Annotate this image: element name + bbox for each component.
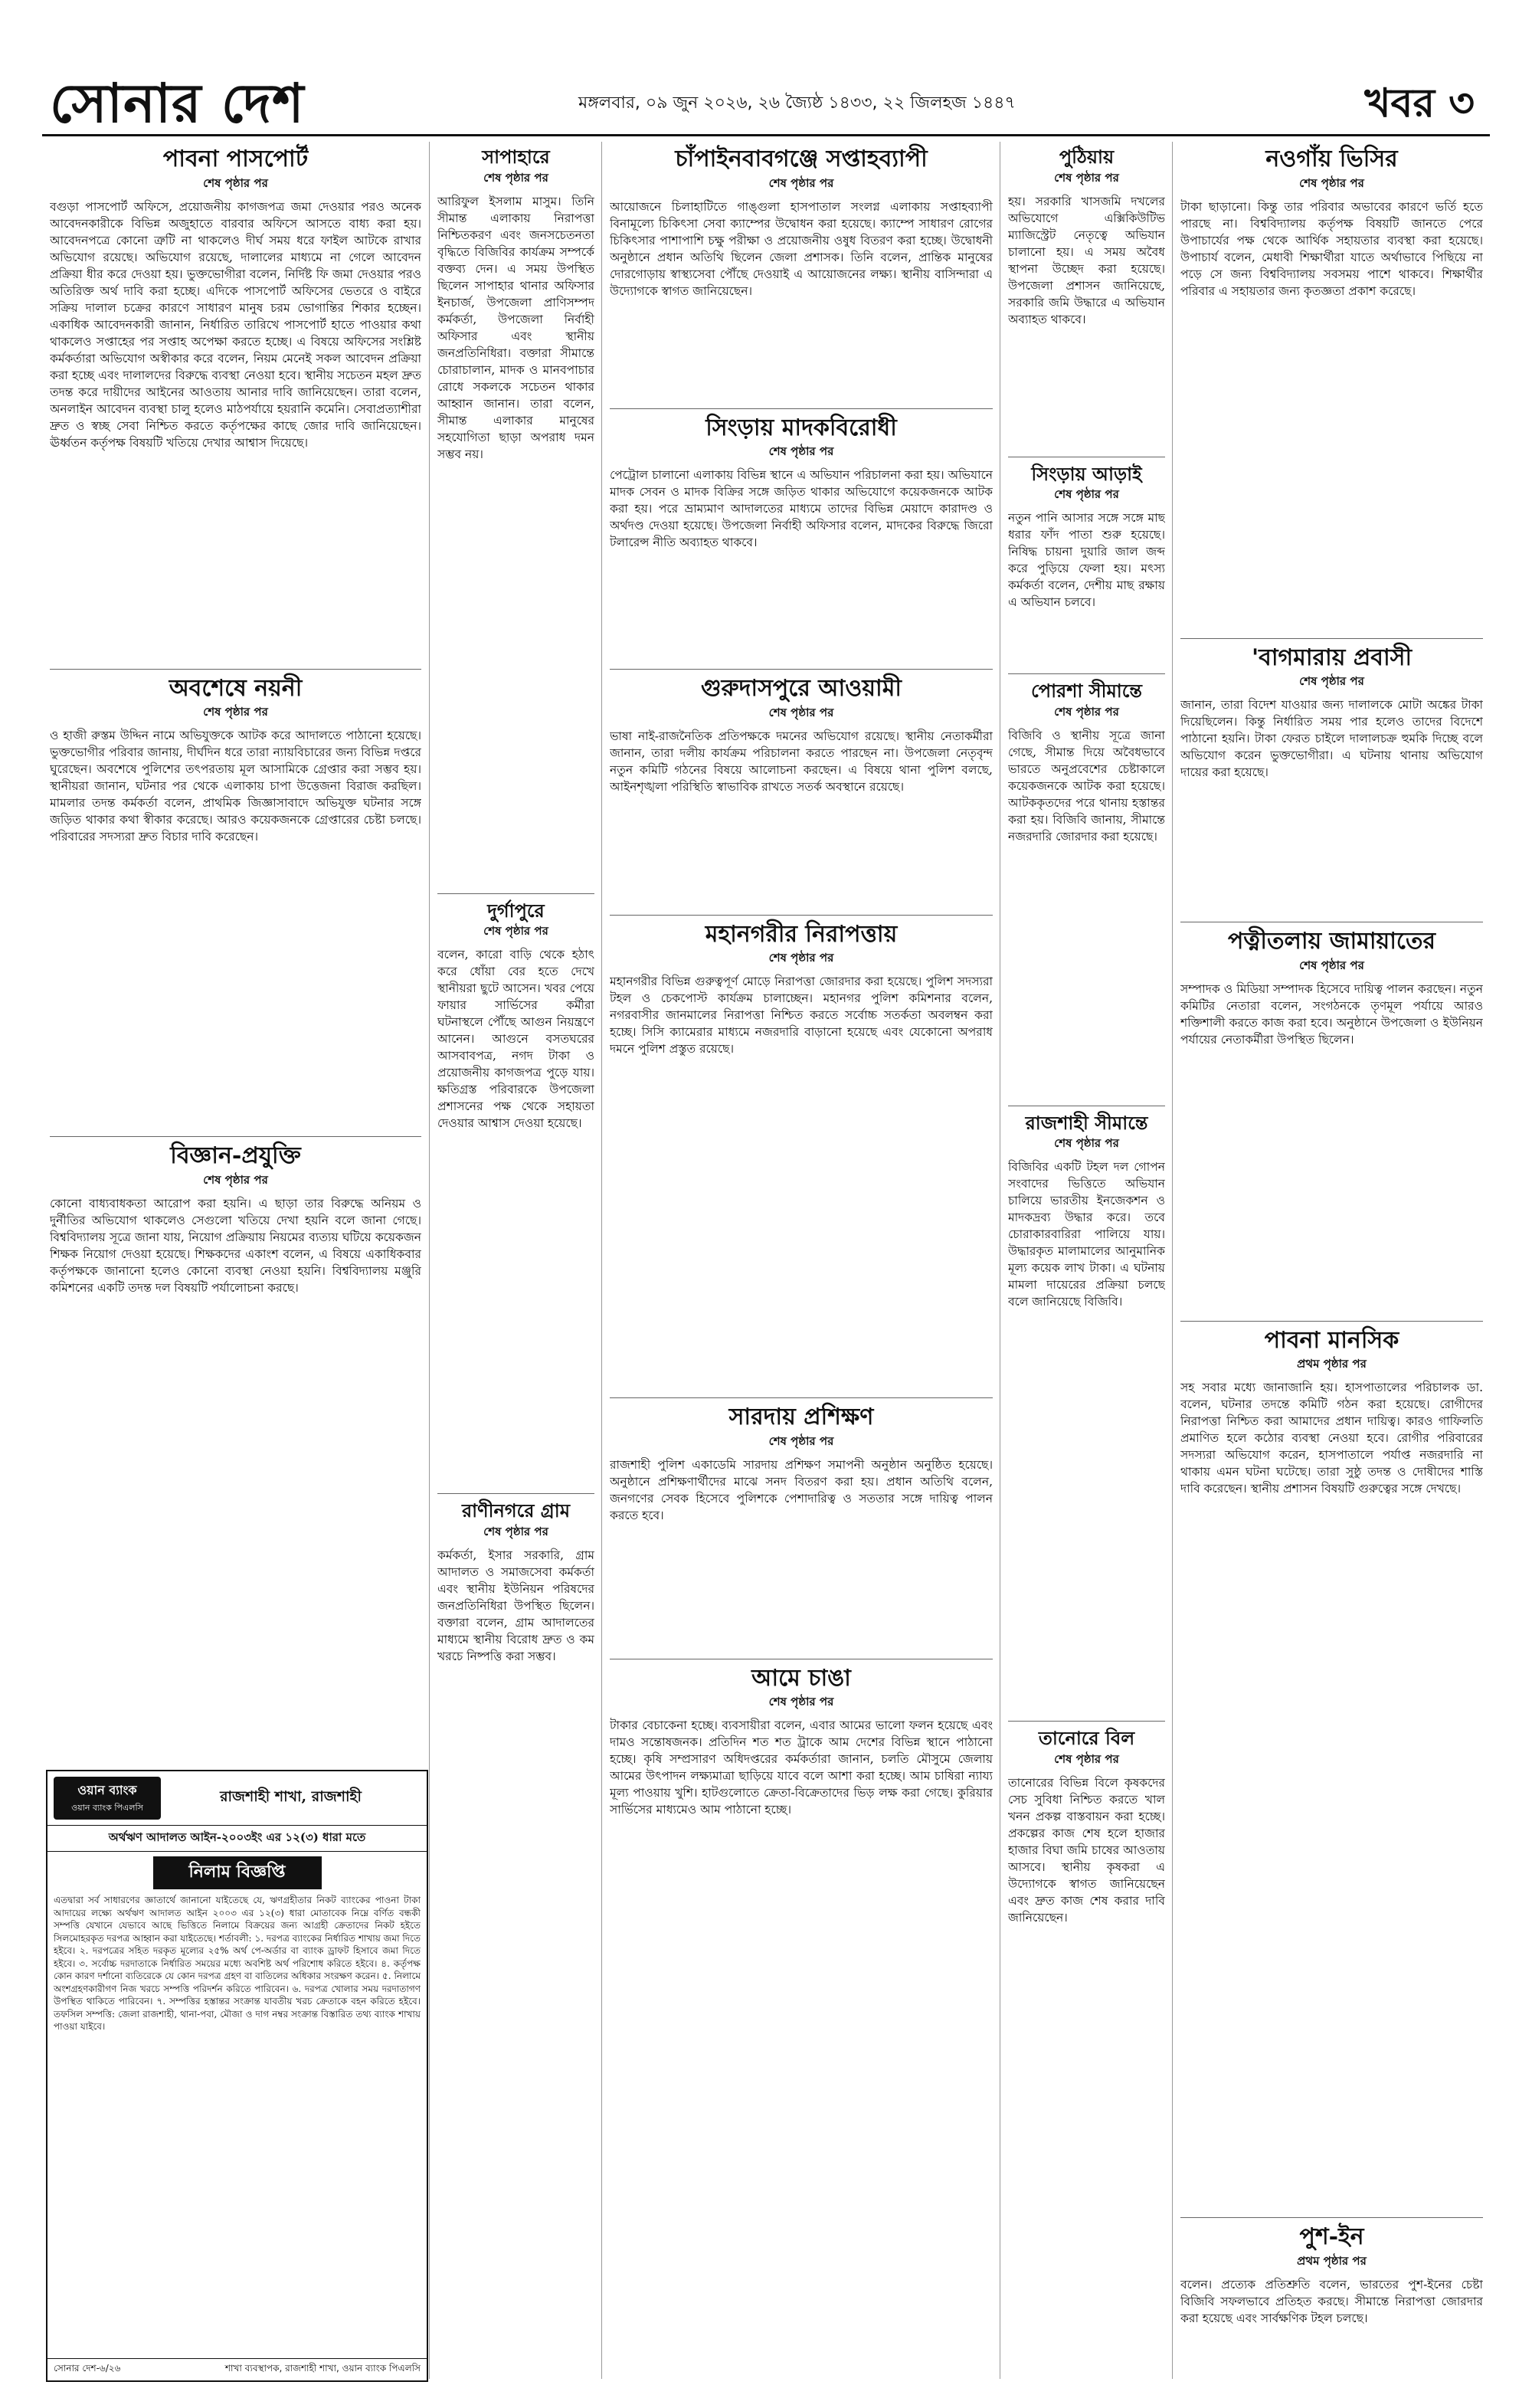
article-body: বিজিবি ও স্থানীয় সূত্রে জানা গেছে, সীমান্ত দিয়ে অবৈধভাবে ভারতে অনুপ্রবেশের চেষ্টাকালে কয়েকজনকে আটক করা হয়েছে। আটককৃতদের পরে থানায় হস্তান্তর করা হয়। বিজিবি জানায়, সীমান্তে নজরদারি জোরদার করা হয়েছে। [1008,728,1165,844]
article-patnitala [1180,929,1483,1310]
article-headline: পুঠিয়ায় [1059,146,1115,168]
jump-label: শেষ পৃষ্ঠার পর [1299,674,1364,688]
article-tanore-bil [1008,1728,1165,2311]
jump-label: শেষ পৃষ্ঠার পর [203,705,268,719]
article-gurudaspur [610,676,993,904]
article-pabna-mental [1180,1328,1483,2207]
jump-label: শেষ পৃষ্ঠার পর [768,951,834,965]
jump-label: শেষ পৃষ্ঠার পর [483,170,548,185]
article-singra-drug [610,415,993,659]
jump-label: শেষ পৃষ্ঠার পর [483,1524,548,1538]
article-headline: চাঁপাইনবাবগঞ্জে সপ্তাহব্যাপী [675,146,928,172]
article-headline: অবশেষে নয়নী [169,674,303,702]
notice-footer-signatory: শাখা ব্যবস্থাপক, রাজশাহী শাখা, ওয়ান ব্যাংক পিএলসি [224,2363,421,2374]
divider [1008,673,1165,674]
page-section-label: খবর ৩ [1364,80,1475,126]
article-headline: পোরশা সীমান্তে [1031,680,1142,703]
divider [50,1136,421,1137]
article-headline: মহানগরীর নিরাপত্তায় [705,920,898,948]
article-sapahar [437,146,594,883]
article-headline: সাপাহারে [482,146,550,168]
article-body: সহ সবার মধ্যে জানাজানি হয়। হাসপাতালের পরিচালক ডা. বলেন, ঘটনার তদন্তে কমিটি গঠন করা হয়েছে। রোগীদের নিরাপত্তা নিশ্চিত করা আমাদের প্রধান দায়িত্ব। কারও গাফিলতি প্রমাণিত হলে কঠোর ব্যবস্থা নেওয়া হবে। রোগীর পরিবারের সদস্যরা অভিযোগ করেন, হাসপাতালে পর্যাপ্ত নজরদারি না থাকায় এমন ঘটনা ঘটেছে। তারা সুষ্ঠু তদন্ত ও দোষীদের শাস্তি দাবি করেছেন। স্থানীয় প্রশাসন বিষয়টি গুরুত্বের সঙ্গে দেখছে। [1180,1381,1483,1496]
column-3 [601,142,1000,2379]
divider [610,1397,993,1398]
jump-label: শেষ পৃষ্ঠার পর [1054,704,1119,719]
article-headline: নওগাঁয় ভিসির [1265,146,1398,172]
article-durgapur [437,900,594,1483]
jump-label: শেষ পৃষ্ঠার পর [768,705,834,719]
divider [50,669,421,670]
article-body: রাজশাহী পুলিশ একাডেমি সারদায় প্রশিক্ষণ সমাপনী অনুষ্ঠান অনুষ্ঠিত হয়েছে। অনুষ্ঠানে প্রশিক্ষণার্থীদের মাঝে সনদ বিতরণ করা হয়। প্রধান অতিথি বলেন, জনগণের সেবক হিসেবে পুলিশকে পেশাদারিত্ব ও সততার সঙ্গে দায়িত্ব পালন করতে হবে। [610,1457,993,1522]
jump-label: শেষ পৃষ্ঠার পর [1299,958,1364,972]
article-rajshahi-border [1008,1112,1165,1711]
article-mango [610,1666,993,2315]
auction-notice-ad [46,1770,428,2382]
article-body: বলেন, কারো বাড়ি থেকে হঠাৎ করে ধোঁয়া বের হতে দেখে স্থানীয়রা ছুটে আসেন। খবর পেয়ে ফায়ার সার্ভিসের কর্মীরা ঘটনাস্থলে পৌঁছে আগুন নিয়ন্ত্রণে আনেন। আগুনে বসতঘরের আসবাবপত্র, নগদ টাকা ও প্রয়োজনীয় কাগজপত্র পুড়ে যায়। ক্ষতিগ্রস্ত পরিবারকে উপজেলা প্রশাসনের পক্ষ থেকে সহায়তা দেওয়ার আশ্বাস দেওয়া হয়েছে। [437,948,594,1131]
column-5 [1172,142,1491,2379]
article-body: ভাষা নাই-রাজনৈতিক প্রতিপক্ষকে দমনের অভিযোগ রয়েছে। স্থানীয় নেতাকর্মীরা জানান, তারা দলীয় কার্যক্রম পরিচালনা করতে পারছেন না। উপজেলা নেতৃবৃন্দ নতুন কমিটি গঠনের বিষয়ে আলোচনা করছেন। এ বিষয়ে থানা পুলিশ বলছে, আইনশৃঙ্খলা পরিস্থিতি স্বাভাবিক রাখতে সতর্ক অবস্থানে রয়েছে। [610,729,993,794]
divider [610,669,993,670]
article-naogaon-vc [1180,146,1483,627]
dateline: মঙ্গলবার, ০৯ জুন ২০২৬, ২৬ জ্যৈষ্ঠ ১৪৩৩, ২২ জিলহজ ১৪৪৭ [578,93,1016,113]
article-science-tech [50,1143,421,1532]
article-headline: রাণীনগরে গ্রাম [461,1499,571,1522]
divider [610,408,993,409]
bank-name: ওয়ান ব্যাংক [77,1783,137,1797]
article-headline: তানোরে বিল [1038,1727,1135,1750]
divider [1180,2217,1483,2218]
article-headline: পাবনা মানসিক [1264,1326,1399,1354]
jump-label: শেষ পৃষ্ঠার পর [768,175,834,190]
bank-logo [54,1777,161,1820]
jump-label: শেষ পৃষ্ঠার পর [1054,1751,1119,1766]
article-body: নতুন পানি আসার সঙ্গে সঙ্গে মাছ ধরার ফাঁদ পাতা শুরু হয়েছে। নিষিদ্ধ চায়না দুয়ারি জাল জব্দ করে পুড়িয়ে ফেলা হয়। মৎস্য কর্মকর্তা বলেন, দেশীয় মাছ রক্ষায় এ অভিযান চলবে। [1008,511,1165,610]
jump-label: শেষ পৃষ্ঠার পর [1054,170,1119,185]
article-body: তানোরের বিভিন্ন বিলে কৃষকদের সেচ সুবিধা নিশ্চিত করতে খাল খনন প্রকল্প বাস্তবায়ন করা হচ্ছে। প্রকল্পের কাজ শেষ হলে হাজার হাজার বিঘা জমি চাষের আওতায় আসবে। স্থানীয় কৃষকরা এ উদ্যোগকে স্বাগত জানিয়েছেন এবং দ্রুত কাজ শেষ করার দাবি জানিয়েছেন। [1008,1775,1165,1925]
article-body: কোনো বাধ্যবাধকতা আরোপ করা হয়নি। এ ছাড়া তার বিরুদ্ধে অনিয়ম ও দুর্নীতির অভিযোগ থাকলেও সেগুলো খতিয়ে দেখা হয়নি বলে জানা গেছে। বিশ্ববিদ্যালয় সূত্রে জানা যায়, নিয়োগ প্রক্রিয়ায় নিয়মের ব্যত্যয় ঘটিয়ে কয়েকজন শিক্ষক নিয়োগ দেওয়া হয়েছে। শিক্ষকদের একাংশ বলেন, এ বিষয়ে একাধিকবার কর্তৃপক্ষকে জানানো হলেও কোনো ব্যবস্থা নেওয়া হয়নি। বিশ্ববিদ্যালয় মঞ্জুরি কমিশনের একটি তদন্ত দল বিষয়টি পর্যালোচনা করছে। [50,1196,421,1295]
article-body: ও হাজী রুস্তম উদ্দিন নামে অভিযুক্তকে আটক করে আদালতে পাঠানো হয়েছে। ভুক্তভোগীর পরিবার জানায়, দীর্ঘদিন ধরে তারা ন্যায়বিচারের জন্য বিভিন্ন দপ্তরে ঘুরেছেন। অবশেষে পুলিশের তৎপরতায় মূল আসামিকে গ্রেপ্তার করা সম্ভব হয়। স্থানীয়রা জানান, ঘটনার পর থেকে এলাকায় চাপা উত্তেজনা বিরাজ করছিল। মামলার তদন্ত কর্মকর্তা বলেন, প্রাথমিক জিজ্ঞাসাবাদে অভিযুক্ত ঘটনার সঙ্গে জড়িত থাকার কথা স্বীকার করেছে। আরও কয়েকজনকে গ্রেপ্তারের চেষ্টা চলছে। পরিবারের সদস্যরা দ্রুত বিচার দাবি করেছেন। [50,729,421,844]
divider [1180,638,1483,639]
article-body: সম্পাদক ও মিডিয়া সম্পাদক হিসেবে দায়িত্ব পালন করছেন। নতুন কমিটির নেতারা বলেন, সংগঠনকে তৃণমূল পর্যায়ে আরও শক্তিশালী করতে কাজ করা হবে। অনুষ্ঠানে উপজেলা ও ইউনিয়ন পর্যায়ের নেতাকর্মীরা উপস্থিত ছিলেন। [1180,981,1483,1047]
article-sarda-training [610,1404,993,1648]
article-headline: রাজশাহী সীমান্তে [1025,1111,1148,1134]
jump-label: শেষ পৃষ্ঠার পর [768,1433,834,1448]
article-push-in [1180,2224,1483,2379]
notice-header [47,1771,427,1826]
article-body: হয়। সরকারি খাসজমি দখলের অভিযোগে এক্সিকিউটিভ ম্যাজিস্ট্রেট নেতৃত্বে অভিযান চালানো হয়। এ সময় অবৈধ স্থাপনা উচ্ছেদ করা হয়েছে। উপজেলা প্রশাসন জানিয়েছে, সরকারি জমি উদ্ধারে এ অভিযান অব্যাহত থাকবে। [1008,194,1165,326]
article-body: টাকার বেচাকেনা হচ্ছে। ব্যবসায়ীরা বলেন, এবার আমের ভালো ফলন হয়েছে এবং দামও সন্তোষজনক। প্রতিদিন শত শত ট্রাকে আম দেশের বিভিন্ন স্থানে পাঠানো হচ্ছে। কৃষি সম্প্রসারণ অধিদপ্তরের কর্মকর্তারা জানান, চলতি মৌসুমে জেলায় আমের উৎপাদন লক্ষ্যমাত্রা ছাড়িয়ে যাবে বলে আশা করা হচ্ছে। আম চাষিরা ন্যায্য মূল্য পাওয়ায় খুশি। হাটগুলোতে ক্রেতা-বিক্রেতাদের ভিড় লক্ষ করা গেছে। কুরিয়ার সার্ভিসের মাধ্যমেও আম পাঠানো হচ্ছে। [610,1718,993,1817]
jump-label: শেষ পৃষ্ঠার পর [203,175,268,190]
article-headline: সিংড়ায় আড়াই [1031,462,1142,485]
article-body: বগুড়া পাসপোর্ট অফিসে, প্রয়োজনীয় কাগজপত্র জমা দেওয়ার পরও অনেক আবেদনকারীকে বিভিন্ন অজুহাতে বারবার অফিসে আসতে বাধ্য করা হয়। আবেদনপত্রে কোনো ত্রুটি না থাকলেও দীর্ঘ সময় ধরে ফাইল আটকে রাখার অভিযোগ রয়েছে। অভিযোগ রয়েছে, দালালের মাধ্যমে না গেলে আবেদন প্রক্রিয়া ধীর করে দেওয়া হয়। ভুক্তভোগীরা বলেন, নির্দিষ্ট ফি জমা দেওয়ার পরও অতিরিক্ত অর্থ দাবি করা হচ্ছে। এদিকে পাসপোর্ট অফিসের ভেতরে ও বাইরে সক্রিয় দালাল চক্রের কারণে সাধারণ মানুষ চরম ভোগান্তির শিকার হচ্ছেন। একাধিক আবেদনকারী জানান, নির্ধারিত তারিখে পাসপোর্ট হাতে পাওয়ার কথা থাকলেও সপ্তাহের পর সপ্তাহ অপেক্ষা করতে হচ্ছে। এ বিষয়ে অফিসের সংশ্লিষ্ট কর্মকর্তারা অভিযোগ অস্বীকার করে বলেন, নিয়ম মেনেই সকল আবেদন প্রক্রিয়া করা হচ্ছে এবং দালালদের বিরুদ্ধে ব্যবস্থা নেওয়া হবে। স্থানীয় সচেতন মহল দ্রুত তদন্ত করে দায়ীদের আইনের আওতায় আনার দাবি জানিয়েছেন। তারা বলেন, অনলাইন আবেদন ব্যবস্থা চালু হলেও মাঠপর্যায়ে হয়রানি কমেনি। সেবাপ্রত্যাশীরা দ্রুত ও স্বচ্ছ সেবা নিশ্চিত করতে কর্তৃপক্ষের কাছে জোর দাবি জানিয়েছেন। ঊর্ধ্বতন কর্তৃপক্ষ বিষয়টি খতিয়ে দেখার আশ্বাস দিয়েছে। [50,199,421,450]
divider [1008,1721,1165,1722]
divider [437,893,594,894]
divider [1180,1321,1483,1322]
article-body: কর্মকর্তা, ইসার সরকারি, গ্রাম আদালত ও সমাজসেবা কর্মকর্তা এবং স্থানীয় ইউনিয়ন পরিষদের জনপ্রতিনিধিরা উপস্থিত ছিলেন। বক্তারা বলেন, গ্রাম আদালতের মাধ্যমে স্থানীয় বিরোধ দ্রুত ও কম খরচে নিষ্পত্তি করা সম্ভব। [437,1548,594,1663]
article-headline: গুরুদাসপুরে আওয়ামী [701,675,902,702]
article-aboshese-noyoni [50,676,421,1126]
article-headline: আমে চাঙা [751,1664,851,1692]
article-body: পেট্রোল চালানো এলাকায় বিভিন্ন স্থানে এ অভিযান পরিচালনা করা হয়। অভিযানে মাদক সেবন ও মাদক বিক্রির সঙ্গে জড়িত থাকার অভিযোগে কয়েকজনকে আটক করা হয়। পরে ভ্রাম্যমাণ আদালতের মাধ্যমে তাদের বিভিন্ন মেয়াদে কারাদণ্ড ও অর্থদণ্ড দেওয়া হয়েছে। উপজেলা নির্বাহী অফিসার বলেন, মাদকের বিরুদ্ধে জিরো টলারেন্স নীতি অব্যাহত থাকবে। [610,468,993,549]
notice-footer-code: সোনার দেশ-৬/২৬ [54,2363,121,2374]
jump-label: প্রথম পৃষ্ঠার পর [1297,1357,1367,1371]
notice-law-reference: অর্থঋণ আদালত আইন-২০০৩ইং এর ১২(৩) ধারা মতে [47,1826,427,1852]
article-headline: সারদায় প্রশিক্ষণ [728,1404,874,1430]
masthead [42,73,1490,136]
article-puthia [1008,146,1165,446]
article-singra-arai [1008,464,1165,663]
divider [437,1493,594,1494]
jump-label: শেষ পৃষ্ঠার পর [1054,1136,1119,1151]
newspaper-logo: সোনার দেশ [50,71,305,135]
article-headline: পুশ-ইন [1299,2223,1364,2250]
article-headline: 'বাগমারায় প্রবাসী [1251,644,1413,671]
article-body: বিজিবির একটি টহল দল গোপন সংবাদের ভিত্তিতে অভিযান চালিয়ে ভারতীয় ইনজেকশন ও মাদকদ্রব্য উদ্ধার করে। তবে চোরাকারবারিরা পালিয়ে যায়। উদ্ধারকৃত মালামালের আনুমানিক মূল্য কয়েক লাখ টাকা। এ ঘটনায় মামলা দায়েরের প্রক্রিয়া চলছে বলে জানিয়েছে বিজিবি। [1008,1160,1165,1309]
article-mohanagari-security [610,922,993,1387]
article-chapainawabganj [610,146,993,398]
notice-title: নিলাম বিজ্ঞপ্তি [153,1856,322,1889]
divider [610,915,993,916]
article-body: বলেন। প্রত্যেক প্রতিশ্রুতি বলেন, ভারতের পুশ-ইনের চেষ্টা বিজিবি সফলভাবে প্রতিহত করছে। সীমান্তে নিরাপত্তা জোরদার করা হয়েছে এবং সার্বক্ষণিক টহল চলছে। [1180,2277,1483,2325]
notice-body: এতদ্বারা সর্ব সাধারণের জ্ঞাতার্থে জানানো যাইতেছে যে, ঋণগ্রহীতার নিকট ব্যাংকের পাওনা টাকা আদায়ের লক্ষ্যে অর্থঋণ আদালত আইন ২০০৩ এর ১২(৩) ধারা মোতাবেক নিম্নে বর্ণিত বন্ধকী সম্পত্তি যেখানে যেভাবে আছে ভিত্তিতে নিলামে বিক্রয়ের জন্য আগ্রহী ক্রেতাদের নিকট হইতে সিলমোহরকৃত দরপত্র আহ্বান করা যাইতেছে। শর্তাবলী: ১. দরপত্র ব্যাংকের নির্ধারিত শাখায় জমা দিতে হইবে। ২. দরপত্রের সহিত দরকৃত মূল্যের ২৫% অর্থ পে-অর্ডার বা ব্যাংক ড্রাফট হিসাবে জমা দিতে হইবে। ৩. সর্বোচ্চ দরদাতাকে নির্ধারিত সময়ের মধ্যে অবশিষ্ট অর্থ পরিশোধ করিতে হইবে। ৪. কর্তৃপক্ষ কোন কারণ দর্শানো ব্যতিরেকে যে কোন দরপত্র গ্রহণ বা বাতিলের অধিকার সংরক্ষণ করেন। ৫. নিলামে অংশগ্রহণকারীগণ নিজ খরচে সম্পত্তি পরিদর্শন করিতে পারিবেন। ৬. দরপত্র খোলার সময় দরদাতাগণ উপস্থিত থাকিতে পারিবেন। ৭. সম্পত্তির হস্তান্তর সংক্রান্ত যাবতীয় খরচ ক্রেতাকে বহন করিতে হইবে। তফসিল সম্পত্তি: জেলা রাজশাহী, থানা-পবা, মৌজা ও দাগ নম্বর সংক্রান্ত বিস্তারিত তথ্য ব্যাংক শাখায় পাওয়া যাইবে। [54,1895,421,2033]
jump-label: শেষ পৃষ্ঠার পর [203,1172,268,1187]
article-body: জানান, তারা বিদেশ যাওয়ার জন্য দালালকে মোটা অঙ্কের টাকা দিয়েছিলেন। কিন্তু নির্ধারিত সময় পার হলেও তাদের বিদেশে পাঠানো হয়নি। টাকা ফেরত চাইলে দালালচক্র হুমকি দিচ্ছে বলে অভিযোগ করেন ভুক্তভোগীরা। এ ঘটনায় থানায় অভিযোগ দায়ের করা হয়েছে। [1180,698,1483,779]
article-headline: দুর্গাপুরে [487,899,545,922]
notice-branch: রাজশাহী শাখা, রাজশাহী [220,1788,362,1805]
column-4 [1000,142,1173,2379]
jump-label: শেষ পৃষ্ঠার পর [483,924,548,939]
article-headline: পত্নীতলায় জামায়াতের [1228,928,1435,955]
article-bagmara-probashi [1180,645,1483,912]
article-body: আরিফুল ইসলাম মাসুম। তিনি সীমান্ত এলাকায় নিরাপত্তা নিশ্চিতকরণ এবং জনসচেতনতা বৃদ্ধিতে বিজিবির কার্যক্রম সম্পর্কে বক্তব্য দেন। এ সময় উপস্থিত ছিলেন সাপাহার থানার অফিসার ইনচার্জ, উপজেলা প্রাণিসম্পদ কর্মকর্তা, উপজেলা নির্বাহী অফিসার এবং স্থানীয় জনপ্রতিনিধিরা। বক্তারা সীমান্তে চোরাচালান, মাদক ও মানবপাচার রোধে সকলকে সচেতন থাকার আহ্বান জানান। তারা বলেন, সীমান্ত এলাকার মানুষের সহযোগিতা ছাড়া অপরাধ দমন সম্ভব নয়। [437,194,594,461]
jump-label: শেষ পৃষ্ঠার পর [768,444,834,458]
article-body: টাকা ছাড়ানো। কিন্তু তার পরিবার অভাবের কারণে ভর্তি হতে পারছে না। বিশ্ববিদ্যালয় কর্তৃপক্ষ বিষয়টি জানতে পেরে উপাচার্যের পক্ষ থেকে আর্থিক সহায়তার ব্যবস্থা করা হয়েছে। উপাচার্য বলেন, মেধাবী শিক্ষার্থীরা যাতে অর্থাভাবে পিছিয়ে না পড়ে সে জন্য বিশ্ববিদ্যালয় সবসময় পাশে থাকবে। শিক্ষার্থীর পরিবার এ সহায়তার জন্য কৃতজ্ঞতা প্রকাশ করেছে। [1180,199,1483,298]
jump-label: শেষ পৃষ্ঠার পর [768,1695,834,1709]
jump-label: শেষ পৃষ্ঠার পর [1299,175,1364,190]
article-raninagar [437,1500,594,1976]
notice-footer [47,2358,427,2380]
article-headline: বিজ্ঞান-প্রযুক্তি [170,1142,301,1169]
jump-label: শেষ পৃষ্ঠার পর [1054,487,1119,502]
article-pabna-passport [50,146,421,658]
article-body: মহানগরীর বিভিন্ন গুরুত্বপূর্ণ মোড়ে নিরাপত্তা জোরদার করা হয়েছে। পুলিশ সদস্যরা টহল ও চেকপোস্ট কার্যক্রম চালাচ্ছেন। মহানগর পুলিশ কমিশনার বলেন, নগরবাসীর জানমালের নিরাপত্তা নিশ্চিত করতে সর্বোচ্চ সতর্কতা অবলম্বন করা হচ্ছে। সিসি ক্যামেরার মাধ্যমে নজরদারি বাড়ানো হয়েছে এবং যেকোনো অপরাধ দমনে পুলিশ প্রস্তুত রয়েছে। [610,975,993,1056]
column-2 [429,142,602,2379]
jump-label: প্রথম পৃষ্ঠার পর [1297,2253,1367,2268]
bank-subtitle: ওয়ান ব্যাংক পিএলসি [71,1803,143,1813]
article-porsha-border [1008,680,1165,1095]
article-headline: সিংড়ায় মাদকবিরোধী [705,414,897,441]
article-headline: পাবনা পাসপোর্ট [162,146,309,172]
article-body: আয়োজনে চিলাহাটিতে গাঙ্গুলা হাসপাতাল সংলগ্ন এলাকায় সপ্তাহব্যাপী বিনামূল্যে চিকিৎসা সেবা ক্যাম্পের উদ্বোধন করা হয়েছে। ক্যাম্পে সাধারণ রোগের চিকিৎসার পাশাপাশি চক্ষু পরীক্ষা ও প্রয়োজনীয় ওষুধ বিতরণ করা হচ্ছে। উদ্বোধনী অনুষ্ঠানে প্রধান অতিথি ছিলেন জেলা প্রশাসক। তিনি বলেন, প্রান্তিক মানুষের দোরগোড়ায় স্বাস্থ্যসেবা পৌঁছে দেওয়াই এ আয়োজনের লক্ষ্য। স্থানীয় বাসিন্দারা এ উদ্যোগকে স্বাগত জানিয়েছেন। [610,199,993,298]
